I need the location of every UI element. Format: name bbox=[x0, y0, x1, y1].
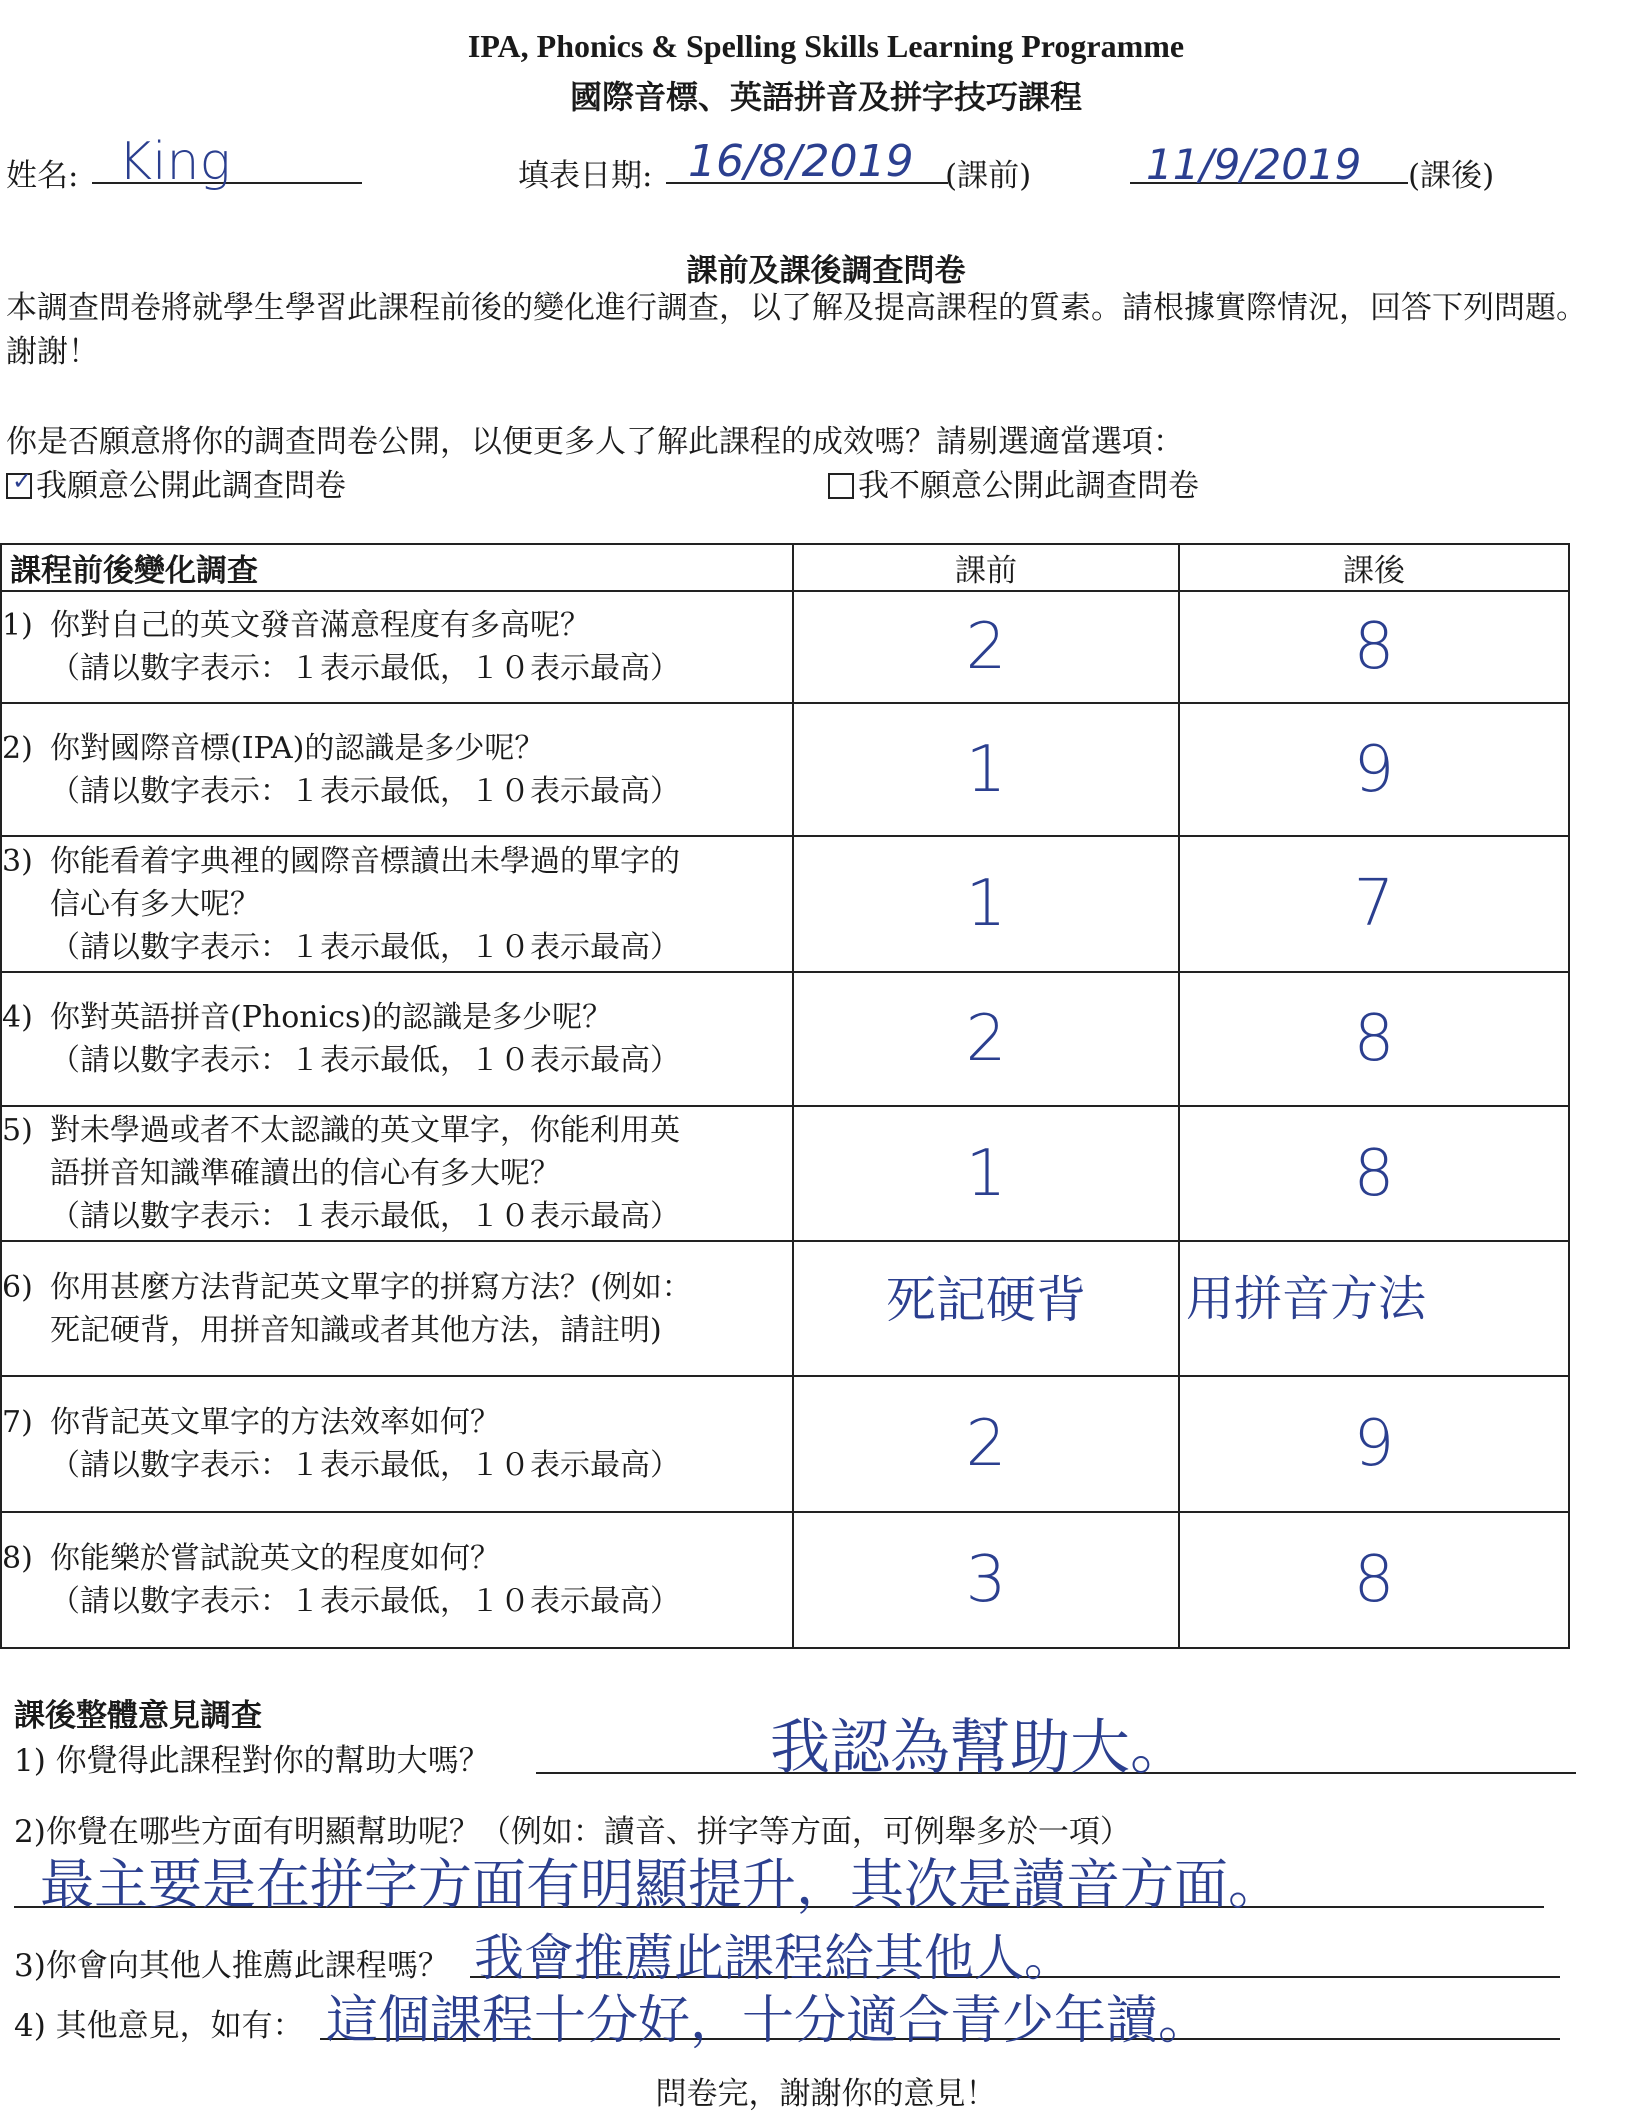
answer-after[interactable]: 7 bbox=[1179, 836, 1569, 972]
feedback-a1[interactable]: 我認為幫助大。 bbox=[770, 1713, 1190, 1783]
feedback-a2[interactable]: 最主要是在拼字方面有明顯提升，其次是讀音方面。 bbox=[40, 1853, 1282, 1916]
answer-after[interactable]: 9 bbox=[1179, 1376, 1569, 1512]
table-row bbox=[1, 972, 1569, 1106]
consent-yes-checkbox[interactable] bbox=[6, 467, 33, 499]
answer-before[interactable]: 死記硬背 bbox=[793, 1241, 1179, 1376]
feedback-a4[interactable]: 這個課程十分好，十分適合青少年讀。 bbox=[326, 1991, 1211, 2051]
consent-no-label: 我不願意公開此調查問卷 bbox=[858, 468, 1199, 504]
answer-before[interactable]: 2 bbox=[793, 1376, 1179, 1512]
question-cell: 8) 你能樂於嘗試說英文的程度如何？ （請以數字表示：１表示最低，１０表示最高） bbox=[1, 1512, 793, 1648]
table-row bbox=[1, 1241, 1569, 1376]
date-label: 填表日期: bbox=[518, 158, 653, 194]
question-cell: 4) 你對英語拼音(Phonics)的認識是多少呢？ （請以數字表示：１表示最低，１０表示最高） bbox=[1, 972, 793, 1106]
name-label: 姓名: bbox=[6, 158, 79, 194]
table-row bbox=[1, 1106, 1569, 1241]
answer-before[interactable]: 2 bbox=[793, 591, 1179, 703]
footer-thanks: 問卷完，謝謝你的意見！ bbox=[655, 2076, 997, 2112]
consent-no-option[interactable] bbox=[828, 460, 1199, 505]
before-tag: (課前) bbox=[945, 158, 1032, 194]
title-chinese: 國際音標、英語拼音及拼字技巧課程 bbox=[569, 78, 1082, 116]
survey-table bbox=[0, 543, 1570, 1649]
question-cell: 1) 你對自己的英文發音滿意程度有多高呢？ （請以數字表示：１表示最低，１０表示最高） bbox=[1, 591, 793, 703]
answer-before[interactable]: 1 bbox=[793, 703, 1179, 836]
check-mark-icon: ✓ bbox=[12, 467, 33, 495]
header-after: 課後 bbox=[1179, 544, 1569, 591]
question-cell: 3) 你能看着字典裡的國際音標讀出未學過的單字的 信心有多大呢？ （請以數字表示：１表示最低，１０表示最高） bbox=[1, 836, 793, 972]
after-tag: (課後) bbox=[1408, 158, 1495, 194]
header-before: 課前 bbox=[793, 544, 1179, 591]
title-english: IPA, Phonics & Spelling Skills Learning Programme bbox=[467, 28, 1185, 64]
consent-no-checkbox[interactable] bbox=[828, 473, 854, 499]
consent-question: 你是否願意將你的調查問卷公開，以便更多人了解此課程的成效嗎？請剔選適當選項： bbox=[6, 424, 1184, 460]
table-header-row bbox=[1, 544, 1569, 591]
answer-before[interactable]: 3 bbox=[793, 1512, 1179, 1648]
question-cell: 7) 你背記英文單字的方法效率如何？ （請以數字表示：１表示最低，１０表示最高） bbox=[1, 1376, 793, 1512]
table-row bbox=[1, 703, 1569, 836]
question-cell: 6) 你用甚麼方法背記英文單字的拼寫方法？(例如： 死記硬背，用拼音知識或者其他方法，請註明) bbox=[1, 1241, 793, 1376]
table-row bbox=[1, 836, 1569, 972]
table-row bbox=[1, 1512, 1569, 1648]
survey-heading: 課前及課後調查問卷 bbox=[686, 253, 966, 289]
answer-after[interactable]: 9 bbox=[1179, 703, 1569, 836]
date-after-value[interactable]: 11/9/2019 bbox=[1146, 140, 1362, 189]
table-row bbox=[1, 591, 1569, 703]
answer-after[interactable]: 8 bbox=[1179, 972, 1569, 1106]
consent-yes-option[interactable] bbox=[6, 460, 346, 505]
feedback-a3[interactable]: 我會推薦此課程給其他人。 bbox=[474, 1929, 1074, 1987]
feedback-heading: 課後整體意見調查 bbox=[14, 1698, 262, 1734]
answer-after[interactable]: 用拼音方法 bbox=[1179, 1241, 1569, 1376]
header-question: 課程前後變化調查 bbox=[1, 544, 793, 591]
date-before-value[interactable]: 16/8/2019 bbox=[688, 136, 914, 187]
answer-after[interactable]: 8 bbox=[1179, 1106, 1569, 1241]
name-value[interactable]: King bbox=[118, 132, 231, 192]
answer-before[interactable]: 1 bbox=[793, 1106, 1179, 1241]
consent-yes-label: 我願意公開此調查問卷 bbox=[36, 468, 346, 504]
feedback-q3: 3)你會向其他人推薦此課程嗎？ bbox=[14, 1948, 449, 1984]
feedback-q2: 2)你覺在哪些方面有明顯幫助呢？（例如：讀音、拼字等方面，可例舉多於一項） bbox=[14, 1814, 1131, 1850]
question-cell: 5) 對未學過或者不太認識的英文單字，你能利用英 語拼音知識準確讀出的信心有多大呢？ （請以數字表示：１表示最低，１０表示最高） bbox=[1, 1106, 793, 1241]
answer-after[interactable]: 8 bbox=[1179, 1512, 1569, 1648]
intro-paragraph: 本調查問卷將就學生學習此課程前後的變化進行調查，以了解及提高課程的質素。請根據實際情況，回答下列問題。謝謝！ bbox=[6, 290, 1587, 370]
answer-before[interactable]: 1 bbox=[793, 836, 1179, 972]
feedback-q1: 1) 你覺得此課程對你的幫助大嗎？ bbox=[14, 1743, 490, 1779]
table-row bbox=[1, 1376, 1569, 1512]
answer-before[interactable]: 2 bbox=[793, 972, 1179, 1106]
answer-after[interactable]: 8 bbox=[1179, 591, 1569, 703]
question-cell: 2) 你對國際音標(IPA)的認識是多少呢？ （請以數字表示：１表示最低，１０表示最高） bbox=[1, 703, 793, 836]
feedback-q4: 4) 其他意見，如有： bbox=[14, 2008, 304, 2044]
